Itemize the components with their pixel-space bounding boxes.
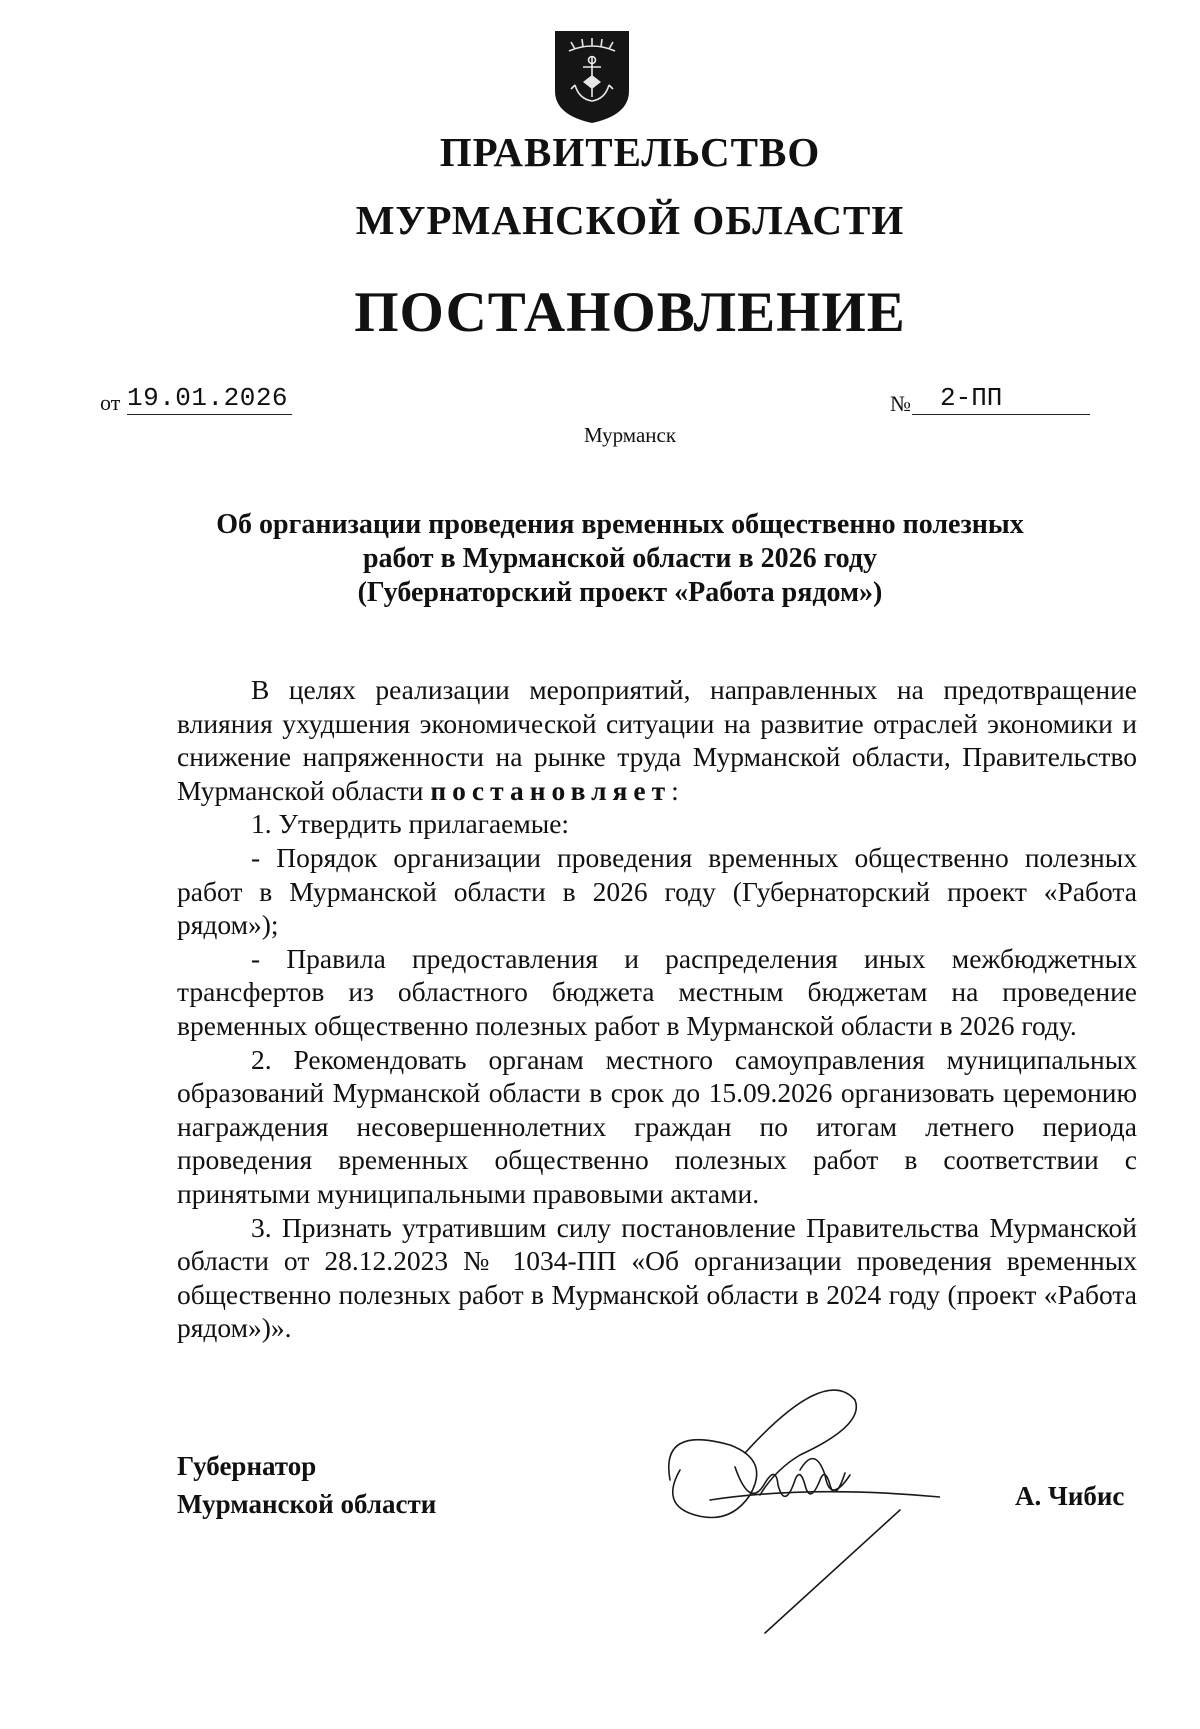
- date-label: от: [100, 390, 121, 415]
- clause-2: 2. Рекомендовать органам местного самоуправления муниципальных образований Мурманской области в срок до 15.09.2026 организовать церемонию награждения несовершеннолетних граждан по итогам летнего периода проведения временных общественно полезных работ в соответствии с принятыми муниципальными правовыми актами.: [177, 1043, 1137, 1209]
- clause-3: 3. Признать утратившим силу постановление Правительства Мурманской области от 28.12.2023 № 1034-ПП «Об организации проведения временных общественно полезных работ в Мурманской области в 2024 году (проект «Работа рядом»)».: [177, 1211, 1137, 1344]
- clause-1-item-a: - Порядок организации проведения временных общественно полезных работ в Мурманской области в 2026 году (Губернаторский проект «Работа рядом»);: [177, 841, 1137, 941]
- coat-of-arms-icon: [553, 29, 631, 125]
- title-line: работ в Мурманской области в 2026 году: [362, 543, 878, 574]
- decrees-word: постановляет: [430, 774, 672, 806]
- document-type: ПОСТАНОВЛЕНИЕ: [354, 281, 906, 344]
- title-line: (Губернаторский проект «Работа рядом»): [357, 577, 883, 608]
- preamble-text: В целях реализации мероприятий, направленных на предотвращение влияния ухудшения экономической ситуации на развитие отраслей экономики и снижение напряженности на рынке труда Мурманской области, Правительство Мурманской области: [177, 674, 1137, 806]
- clause-1-item-b: - Правила предоставления и распределения иных межбюджетных трансфертов из областного бюджета местным бюджетам на проведение временных общественно полезных работ в Мурманской области в 2026 году.: [177, 942, 1137, 1041]
- document-number: 2-ПП: [912, 383, 1090, 415]
- document-date: 19.01.2026: [127, 383, 292, 415]
- document-body: [177, 673, 1137, 1345]
- preamble-colon: :: [671, 774, 679, 806]
- handwritten-signature: [650, 1385, 940, 1635]
- title-line: Об организации проведения временных общественно полезных: [216, 509, 1024, 540]
- organization-name-line1: ПРАВИТЕЛЬСТВО: [439, 129, 821, 175]
- organization-name-line2: МУРМАНСКОЙ ОБЛАСТИ: [355, 197, 905, 243]
- signatory-name: А. Чибис: [1015, 1481, 1125, 1511]
- clause-1: 1. Утвердить прилагаемые:: [251, 808, 570, 840]
- signatory-position: [177, 1447, 436, 1523]
- preamble-paragraph: [177, 673, 1137, 807]
- document-title: [160, 508, 1080, 610]
- position-line: Мурманской области: [177, 1489, 437, 1519]
- number-label: №: [890, 391, 911, 416]
- position-line: Губернатор: [177, 1451, 317, 1481]
- document-city: Мурманск: [583, 423, 677, 447]
